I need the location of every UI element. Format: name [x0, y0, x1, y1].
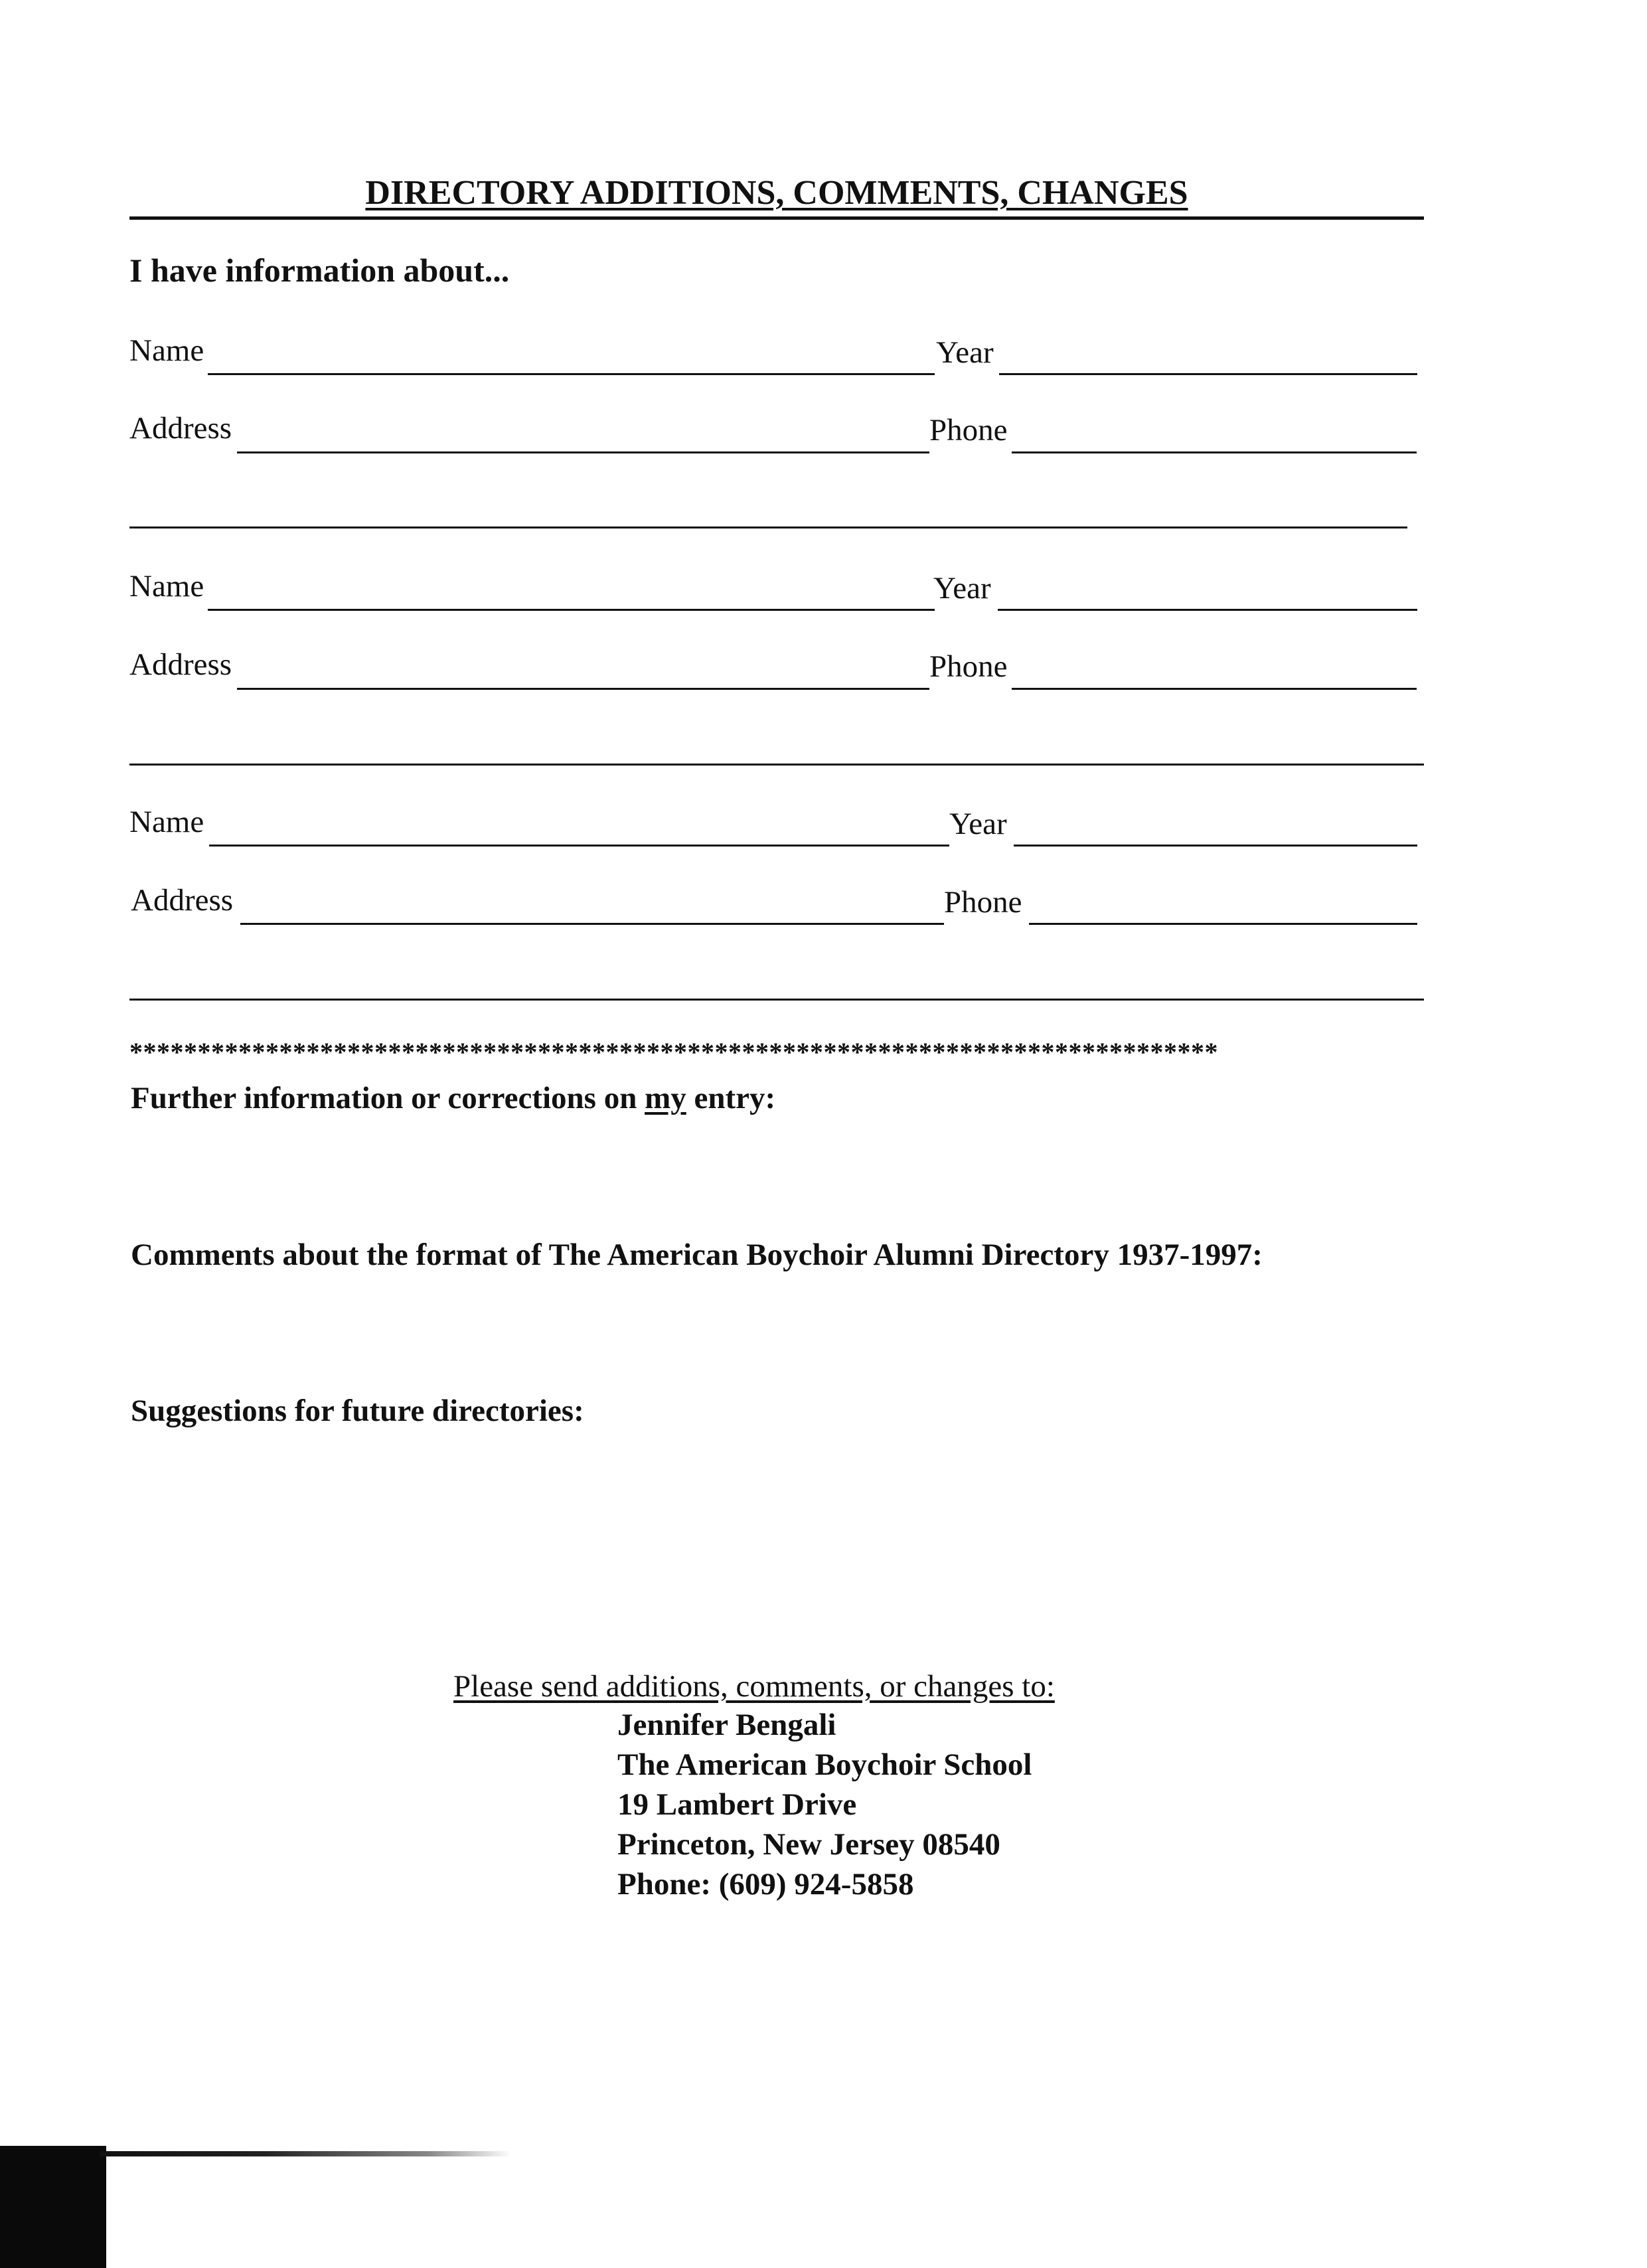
intro-heading: I have information about... — [129, 252, 510, 289]
entry-1-name-field[interactable] — [208, 373, 935, 375]
entry-1-address-field[interactable] — [237, 451, 929, 453]
entry-2-name-field[interactable] — [208, 609, 935, 611]
scan-edge-line — [100, 2151, 511, 2156]
entry-3-extra-line[interactable] — [129, 999, 1424, 1001]
entry-1-year-field[interactable] — [999, 373, 1417, 375]
entry-1-name-label: Name — [129, 333, 204, 368]
suggestions-heading: Suggestions for future directories: — [131, 1394, 584, 1428]
further-info-text-start: Further information or corrections on — [131, 1081, 645, 1115]
form-title — [129, 171, 1424, 220]
entry-3-year-field[interactable] — [1014, 845, 1417, 847]
entry-2-phone-field[interactable] — [1012, 688, 1417, 690]
entry-1-extra-line[interactable] — [129, 526, 1407, 528]
entry-2-extra-line[interactable] — [129, 764, 1424, 766]
entry-3-name-label: Name — [129, 805, 204, 839]
contact-phone: Phone: (609) 924-5858 — [617, 1867, 914, 1902]
further-info-heading — [131, 1080, 775, 1117]
entry-2-year-field[interactable] — [998, 609, 1417, 611]
entry-3-name-field[interactable] — [209, 845, 949, 847]
entry-1-phone-label: Phone — [929, 413, 1008, 447]
entry-3-address-label: Address — [131, 883, 234, 918]
entry-1-address-label: Address — [129, 411, 232, 446]
entry-2-address-field[interactable] — [237, 688, 929, 690]
entry-2-address-label: Address — [129, 647, 232, 682]
comments-heading: Comments about the format of The American Boychoir Alumni Directory 1937-1997: — [131, 1238, 1263, 1272]
entry-1-phone-field[interactable] — [1012, 451, 1417, 453]
organization-name: The American Boychoir School — [617, 1747, 1032, 1782]
further-info-my: my — [645, 1081, 686, 1115]
send-to-prompt: Please send additions, comments, or changes to: — [453, 1669, 1055, 1704]
entry-3-address-field[interactable] — [240, 923, 944, 925]
entry-2-year-label: Year — [933, 571, 991, 606]
entry-2-phone-label: Phone — [929, 649, 1008, 684]
asterisk-divider: ******************************************************************************** — [129, 1038, 1218, 1067]
contact-name: Jennifer Bengali — [617, 1708, 836, 1742]
entry-3-phone-field[interactable] — [1029, 923, 1417, 925]
mailing-address — [617, 1705, 1032, 1904]
street-address: 19 Lambert Drive — [617, 1787, 857, 1822]
city-state-zip: Princeton, New Jersey 08540 — [617, 1827, 1000, 1862]
further-info-text-end: entry: — [686, 1081, 776, 1115]
entry-3-year-label: Year — [949, 807, 1007, 841]
entry-3-phone-label: Phone — [944, 885, 1022, 920]
entry-1-year-label: Year — [936, 335, 994, 370]
entry-2-name-label: Name — [129, 569, 204, 604]
scan-shadow — [0, 2146, 106, 2268]
form-title-text: DIRECTORY ADDITIONS, COMMENTS, CHANGES — [365, 174, 1188, 212]
